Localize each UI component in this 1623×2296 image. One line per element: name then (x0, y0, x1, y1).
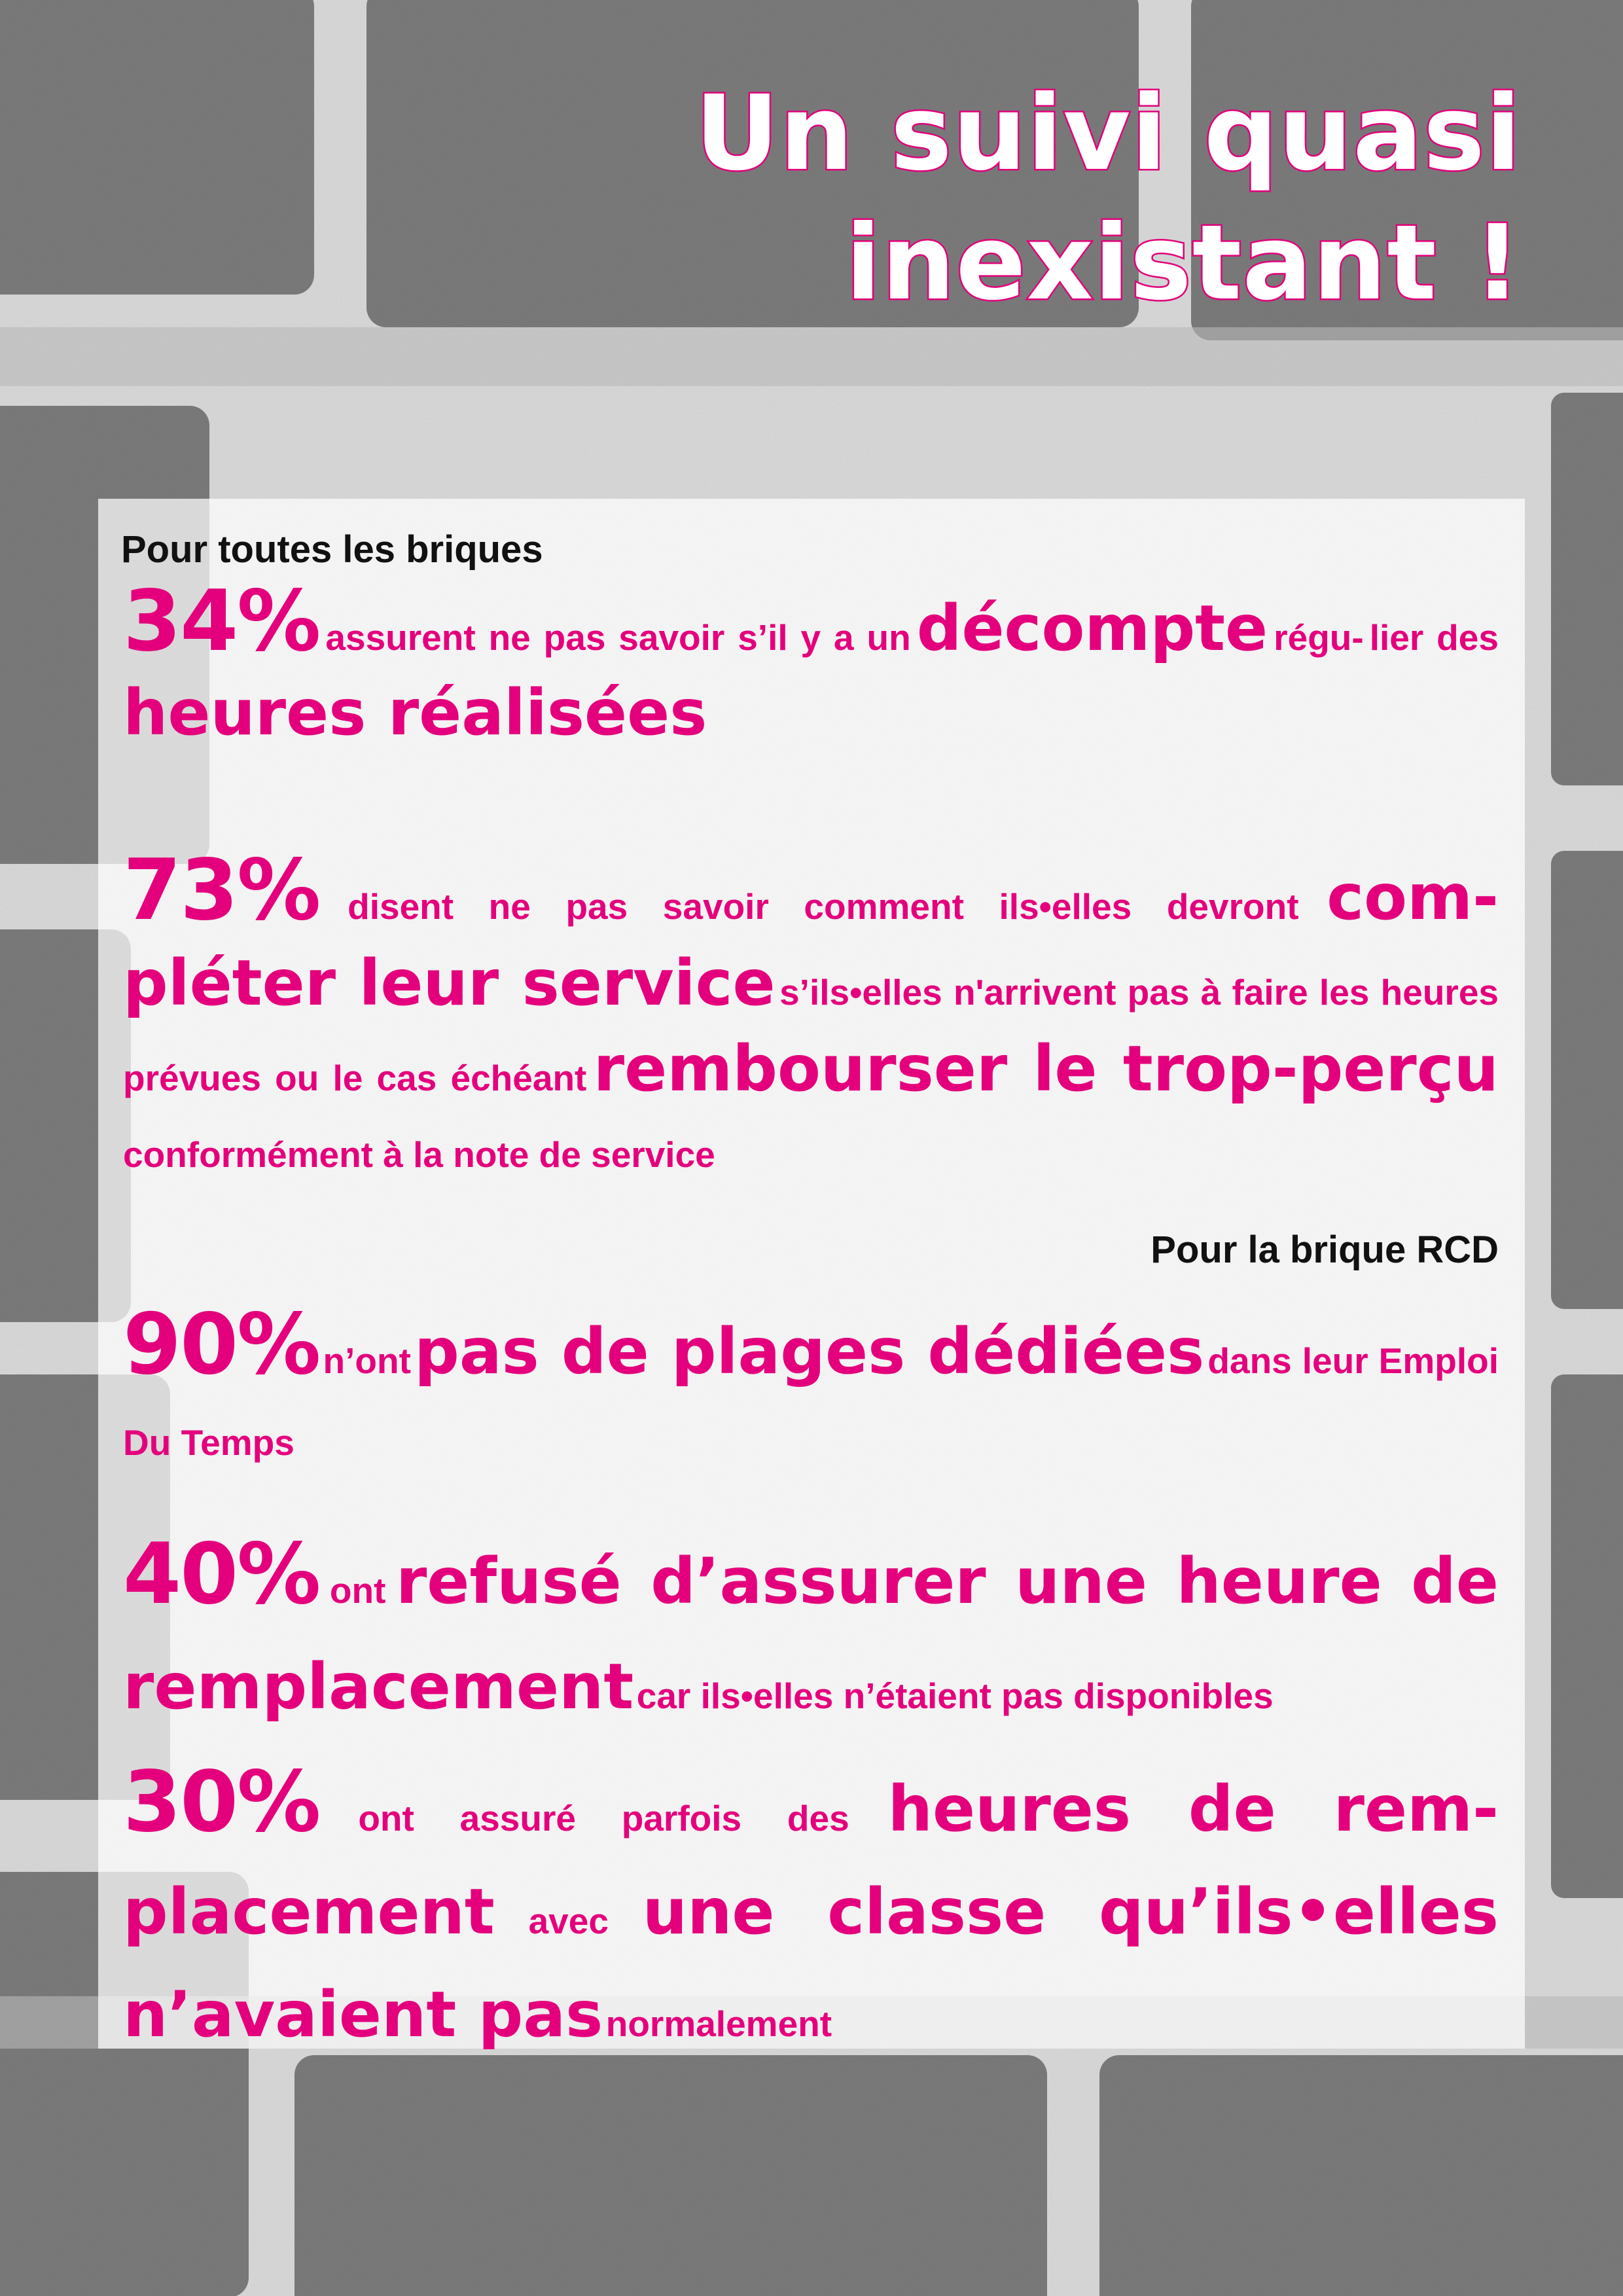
stat-block-34: 34% assurent ne pas savoir s’il y a un décompte régu- lier des heures réalisées (123, 573, 1499, 749)
stat-block-90: 90% n’ont pas de plages dédiées dans leur Emploi Du Temps (123, 1296, 1499, 1463)
stat-block-30: 30% ont assuré parfois des heures de rem- placement avec une classe qu’ils•elles n’avaient pas normalement (123, 1753, 1499, 2051)
stat-block-40: 40% ont refusé d’assurer une heure de remplacement car ils•elles n’étaient pas disponibles (123, 1526, 1499, 1723)
stat-percent: 73% (123, 842, 320, 939)
title-line-1: Un suivi quasi (694, 73, 1522, 194)
stat-block-73: 73% disent ne pas savoir comment ils•elles devront com- pléter leur service s’ils•elles n'arrivent pas à faire les heures prévues ou le cas échéant rembourser le trop-perçu conformément à la note de service (123, 842, 1499, 1175)
stat-percent: 90% (123, 1296, 320, 1393)
page-title (695, 69, 1522, 328)
section-label-all-bricks: Pour toutes les briques (121, 528, 543, 571)
stat-percent: 40% (123, 1526, 320, 1623)
section-label-rcd: Pour la brique RCD (1150, 1229, 1499, 1271)
stat-percent: 34% (123, 573, 320, 670)
title-line-2: inexistant ! (845, 203, 1522, 323)
stat-percent: 30% (123, 1753, 320, 1851)
